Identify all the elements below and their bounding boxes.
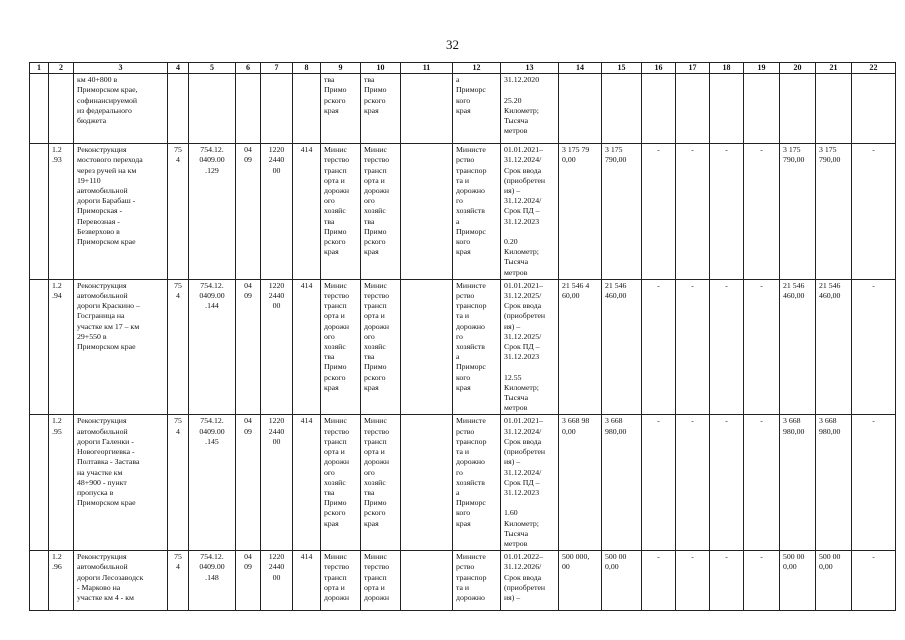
table-cell: 31.12.2020 25.20 Километр; Тысяча метров [501, 74, 559, 144]
table-cell: 1220 2440 00 [261, 415, 293, 551]
table-cell: - [676, 279, 710, 415]
table-cell [49, 74, 74, 144]
table-cell: - [852, 551, 896, 611]
header-cell: 18 [710, 63, 744, 74]
header-cell: 16 [642, 63, 676, 74]
table-cell: Реконструкция автомобильной дороги Краскино – Госграница на участке км 17 – км 29+550 в Приморском крае [74, 279, 168, 415]
table-cell [236, 74, 261, 144]
header-cell: 20 [780, 63, 816, 74]
table-cell: - [852, 144, 896, 280]
table-cell: - [710, 551, 744, 611]
header-cell: 11 [401, 63, 453, 74]
table-cell: 04 09 [236, 279, 261, 415]
table-cell: 414 [293, 144, 321, 280]
table-cell: Министе рство транспор та и дорожно го хозяйств а Приморс кого края [453, 279, 501, 415]
table-cell: тва Примо рского края [321, 74, 361, 144]
table-cell [559, 74, 602, 144]
table-cell: 414 [293, 415, 321, 551]
header-cell: 10 [361, 63, 401, 74]
budget-table [29, 62, 896, 611]
table-cell: 04 09 [236, 144, 261, 280]
table-cell: 75 4 [168, 144, 189, 280]
table-cell: 75 4 [168, 279, 189, 415]
table-cell [642, 74, 676, 144]
table-cell [30, 74, 49, 144]
table-cell: 21 546 460,00 [602, 279, 642, 415]
table-cell: 1220 2440 00 [261, 144, 293, 280]
table-row [30, 144, 896, 280]
table-cell: Министе рство транспор та и дорожно го хозяйств а Приморс кого края [453, 415, 501, 551]
table-cell [293, 74, 321, 144]
table-cell: - [852, 279, 896, 415]
header-cell: 9 [321, 63, 361, 74]
table-cell: Министе рство транспор та и дорожно [453, 551, 501, 611]
table-cell [401, 551, 453, 611]
table-cell: 75 4 [168, 551, 189, 611]
header-cell: 17 [676, 63, 710, 74]
header-cell: 4 [168, 63, 189, 74]
table-cell: 754.12. 0409.00 .145 [189, 415, 236, 551]
table-cell: - [744, 279, 780, 415]
table-cell: - [676, 551, 710, 611]
table-cell: Минис терство трансп орта и дорожн [321, 551, 361, 611]
table-cell: 3 175 790,00 [816, 144, 852, 280]
table-cell: а Приморс кого края [453, 74, 501, 144]
table-cell [401, 74, 453, 144]
table-cell: 754.12. 0409.00 .129 [189, 144, 236, 280]
header-cell: 2 [49, 63, 74, 74]
table-cell [710, 74, 744, 144]
table-cell: - [710, 415, 744, 551]
header-cell: 12 [453, 63, 501, 74]
table-cell: 1220 2440 00 [261, 551, 293, 611]
table-cell [676, 74, 710, 144]
table-header-row [30, 63, 896, 74]
table-cell: тва Примо рского края [361, 74, 401, 144]
table-cell: 3 668 980,00 [602, 415, 642, 551]
table-cell [30, 279, 49, 415]
table-cell: 3 175 790,00 [780, 144, 816, 280]
table-cell [816, 74, 852, 144]
table-cell: км 40+800 в Приморском крае, софинансируемой из федерального бюджета [74, 74, 168, 144]
table-cell: 21 546 4 60,00 [559, 279, 602, 415]
table-cell: Минис терство трансп орта и дорожн [361, 551, 401, 611]
header-cell: 7 [261, 63, 293, 74]
table-cell: - [710, 279, 744, 415]
table-cell: Минис терство трансп орта и дорожн ого хозяйс тва Примо рского края [361, 415, 401, 551]
table-cell: 500 00 0,00 [602, 551, 642, 611]
table-cell: 754.12. 0409.00 .144 [189, 279, 236, 415]
table-cell: - [642, 144, 676, 280]
table-cell: Минис терство трансп орта и дорожн ого хозяйс тва Примо рского края [321, 279, 361, 415]
table-cell [401, 279, 453, 415]
header-cell: 19 [744, 63, 780, 74]
table-row [30, 74, 896, 144]
table-cell: 754.12. 0409.00 .148 [189, 551, 236, 611]
table-cell [168, 74, 189, 144]
table-cell [30, 144, 49, 280]
table-cell: 04 09 [236, 551, 261, 611]
table-cell: - [642, 279, 676, 415]
table-cell [602, 74, 642, 144]
table-cell: 01.01.2021– 31.12.2025/ Срок ввода (приобретен ия) – 31.12.2025/ Срок ПД – 31.12.2023 12.55 Километр; Тысяча метров [501, 279, 559, 415]
table-cell [189, 74, 236, 144]
table-cell: 1.2 .94 [49, 279, 74, 415]
header-cell: 21 [816, 63, 852, 74]
table-cell: 1.2 .93 [49, 144, 74, 280]
table-cell: Реконструкция мостового перехода через ручей на км 19+110 автомобильной дороги Барабаш - Приморская - Перевозная - Безверхово в Приморском крае [74, 144, 168, 280]
table-cell: 75 4 [168, 415, 189, 551]
table-cell: - [676, 415, 710, 551]
header-cell: 8 [293, 63, 321, 74]
header-cell: 13 [501, 63, 559, 74]
page-number: 32 [446, 37, 459, 52]
header-cell: 1 [30, 63, 49, 74]
table-cell [852, 74, 896, 144]
table-cell: - [744, 144, 780, 280]
table-cell [744, 74, 780, 144]
table-cell [780, 74, 816, 144]
table-cell: 500 00 0,00 [816, 551, 852, 611]
table-cell [261, 74, 293, 144]
table-cell: - [642, 551, 676, 611]
table-cell: 01.01.2022– 31.12.2026/ Срок ввода (приобретен ия) – [501, 551, 559, 611]
header-cell: 14 [559, 63, 602, 74]
table-cell: Реконструкция автомобильной дороги Лесозаводск - Марково на участке км 4 - км [74, 551, 168, 611]
table-cell: - [852, 415, 896, 551]
table-cell: Минис терство трансп орта и дорожн ого хозяйс тва Примо рского края [361, 144, 401, 280]
table-cell: Реконструкция автомобильной дороги Галенки - Новогеоргиевка - Полтавка - Застава на участке км 48+900 - пункт пропуска в Приморском крае [74, 415, 168, 551]
table-cell: 500 000, 00 [559, 551, 602, 611]
table-cell: 21 546 460,00 [780, 279, 816, 415]
table-cell: 04 09 [236, 415, 261, 551]
table-cell: - [642, 415, 676, 551]
table-cell: 414 [293, 551, 321, 611]
table-cell: Министе рство транспор та и дорожно го хозяйств а Приморс кого края [453, 144, 501, 280]
table-cell: 3 175 79 0,00 [559, 144, 602, 280]
table-cell: 3 668 980,00 [816, 415, 852, 551]
table-cell [30, 551, 49, 611]
table-cell [401, 415, 453, 551]
table-cell: 1.2 .95 [49, 415, 74, 551]
header-cell: 15 [602, 63, 642, 74]
table-row [30, 279, 896, 415]
table-cell: Минис терство трансп орта и дорожн ого хозяйс тва Примо рского края [321, 415, 361, 551]
table-cell: - [710, 144, 744, 280]
table-cell: 01.01.2021– 31.12.2024/ Срок ввода (приобретен ия) – 31.12.2024/ Срок ПД – 31.12.2023 0.20 Километр; Тысяча метров [501, 144, 559, 280]
table-cell: 3 668 980,00 [780, 415, 816, 551]
table-cell [30, 415, 49, 551]
table-cell: Минис терство трансп орта и дорожн ого хозяйс тва Примо рского края [321, 144, 361, 280]
table-cell: - [744, 415, 780, 551]
table-cell: 01.01.2021– 31.12.2024/ Срок ввода (приобретен ия) – 31.12.2024/ Срок ПД – 31.12.2023 1.60 Километр; Тысяча метров [501, 415, 559, 551]
table-cell: 500 00 0,00 [780, 551, 816, 611]
table-cell [401, 144, 453, 280]
table-row [30, 551, 896, 611]
table-cell: 414 [293, 279, 321, 415]
table-cell: 3 175 790,00 [602, 144, 642, 280]
header-cell: 5 [189, 63, 236, 74]
table-cell: 3 668 98 0,00 [559, 415, 602, 551]
table-cell: 1220 2440 00 [261, 279, 293, 415]
table-cell: 21 546 460,00 [816, 279, 852, 415]
table-cell: Минис терство трансп орта и дорожн ого хозяйс тва Примо рского края [361, 279, 401, 415]
header-cell: 6 [236, 63, 261, 74]
header-cell: 22 [852, 63, 896, 74]
table-cell: 1.2 .96 [49, 551, 74, 611]
table-cell: - [676, 144, 710, 280]
header-cell: 3 [74, 63, 168, 74]
table-cell: - [744, 551, 780, 611]
table-row [30, 415, 896, 551]
